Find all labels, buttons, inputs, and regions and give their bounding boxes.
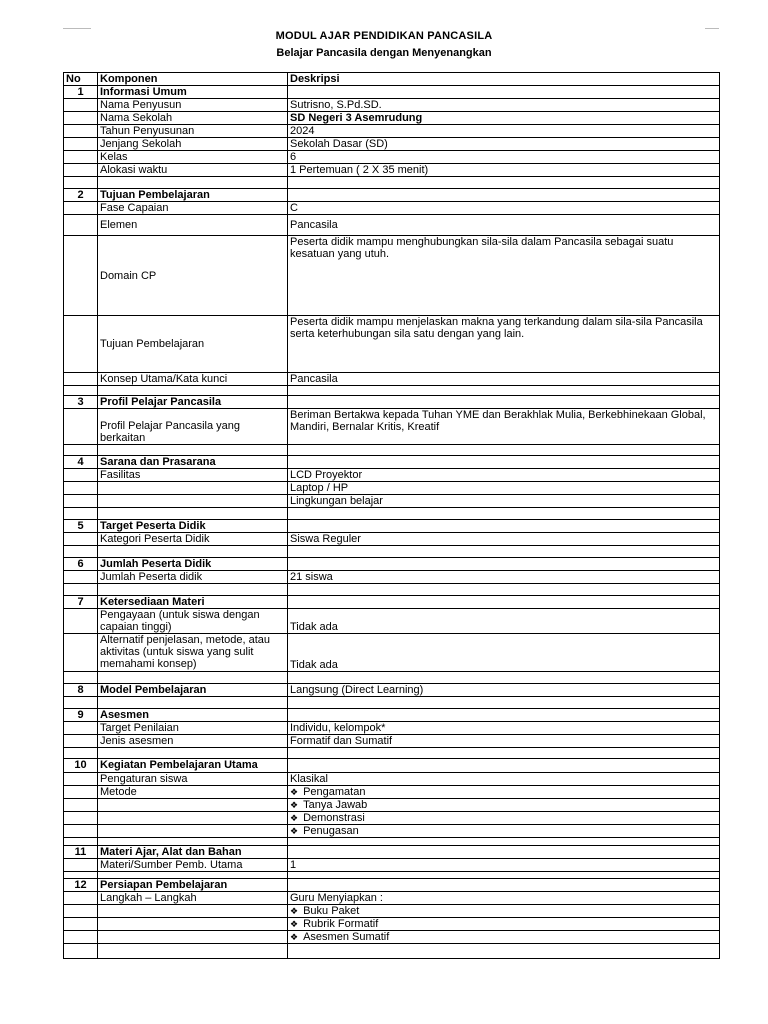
row-label: Fasilitas: [98, 469, 288, 482]
table-row: [64, 918, 720, 931]
empty-cell: [64, 99, 98, 112]
empty-cell: [64, 773, 98, 786]
row-value: Pancasila: [288, 215, 720, 236]
table-row: [64, 125, 720, 138]
row-label: Kategori Peserta Didik: [98, 533, 288, 546]
table-row: [64, 735, 720, 748]
spacer-row: [64, 872, 720, 879]
document-header: [0, 30, 768, 59]
table-row: [64, 164, 720, 177]
table-row: [64, 99, 720, 112]
section-title: Informasi Umum: [98, 86, 288, 99]
row-label: Tujuan Pembelajaran: [98, 316, 288, 373]
spacer-row: [64, 177, 720, 189]
row-value: Siswa Reguler: [288, 533, 720, 546]
document-subtitle: Belajar Pancasila dengan Menyenangkan: [276, 47, 492, 59]
section-title: Model Pembelajaran: [98, 684, 288, 697]
row-label: Jumlah Peserta didik: [98, 571, 288, 584]
table-row: [64, 482, 720, 495]
section-row: [64, 396, 720, 409]
section-number: 4: [64, 456, 98, 469]
list-item: ❖ Asesmen Sumatif: [288, 931, 720, 944]
spacer-row: [64, 445, 720, 456]
table-row: [64, 892, 720, 905]
section-number: 9: [64, 709, 98, 722]
empty-cell: [288, 456, 720, 469]
section-number: 3: [64, 396, 98, 409]
empty-cell: [64, 316, 98, 373]
table-row: [64, 373, 720, 386]
spacer-row: [64, 748, 720, 759]
row-value: 1: [288, 859, 720, 872]
section-title: Target Peserta Didik: [98, 520, 288, 533]
row-value: Lingkungan belajar: [288, 495, 720, 508]
empty-cell: [64, 571, 98, 584]
row-value: Beriman Bertakwa kepada Tuhan YME dan Berakhlak Mulia, Berkebhinekaan Global, Mandiri, Bernalar Kritis, Kreatif: [288, 409, 720, 445]
row-value: Tidak ada: [288, 609, 720, 634]
col-header-no: No: [64, 73, 98, 86]
section-row: [64, 86, 720, 99]
col-header-deskripsi: Deskripsi: [288, 73, 720, 86]
spacer-row: [64, 944, 720, 959]
row-value: LCD Proyektor: [288, 469, 720, 482]
row-label: Jenis asesmen: [98, 735, 288, 748]
spacer-row: [64, 838, 720, 846]
table-row: [64, 859, 720, 872]
section-number: 12: [64, 879, 98, 892]
empty-cell: [288, 86, 720, 99]
row-label: Target Penilaian: [98, 722, 288, 735]
table-row: [64, 533, 720, 546]
empty-cell: [64, 859, 98, 872]
table-row: [64, 215, 720, 236]
empty-cell: [288, 709, 720, 722]
empty-cell: [64, 138, 98, 151]
corner-mark-left: [63, 28, 91, 29]
table-row: [64, 722, 720, 735]
table-row: [64, 151, 720, 164]
row-value: Guru Menyiapkan :: [288, 892, 720, 905]
section-row: [64, 846, 720, 859]
row-value: 1 Pertemuan ( 2 X 35 menit): [288, 164, 720, 177]
section-number: 5: [64, 520, 98, 533]
section-row: [64, 558, 720, 571]
row-label: Pengaturan siswa: [98, 773, 288, 786]
empty-cell: [64, 125, 98, 138]
spacer-row: [64, 546, 720, 558]
section-number: 11: [64, 846, 98, 859]
row-value: Sutrisno, S.Pd.SD.: [288, 99, 720, 112]
section-title: Sarana dan Prasarana: [98, 456, 288, 469]
table-row: [64, 138, 720, 151]
empty-cell: [288, 879, 720, 892]
row-value: Formatif dan Sumatif: [288, 735, 720, 748]
empty-cell: [288, 846, 720, 859]
row-label: Tahun Penyusunan: [98, 125, 288, 138]
empty-cell: [98, 825, 288, 838]
empty-cell: [98, 495, 288, 508]
spacer-row: [64, 697, 720, 709]
row-label: Konsep Utama/Kata kunci: [98, 373, 288, 386]
row-label: Nama Sekolah: [98, 112, 288, 125]
empty-cell: [98, 931, 288, 944]
table-row: [64, 931, 720, 944]
empty-cell: [64, 786, 98, 799]
corner-mark-right: [705, 28, 719, 29]
empty-cell: [288, 759, 720, 773]
section-title: Kegiatan Pembelajaran Utama: [98, 759, 288, 773]
section-number: 10: [64, 759, 98, 773]
list-item: ❖ Demonstrasi: [288, 812, 720, 825]
table-row: [64, 799, 720, 812]
row-value: Peserta didik mampu menghubungkan sila-sila dalam Pancasila sebagai suatu kesatuan yang utuh.: [288, 236, 720, 316]
row-value: Langsung (Direct Learning): [288, 684, 720, 697]
empty-cell: [64, 799, 98, 812]
empty-cell: [64, 918, 98, 931]
section-title: Asesmen: [98, 709, 288, 722]
section-row: [64, 189, 720, 202]
row-value: 2024: [288, 125, 720, 138]
empty-cell: [64, 892, 98, 905]
section-number: 6: [64, 558, 98, 571]
spacer-row: [64, 386, 720, 396]
empty-cell: [64, 905, 98, 918]
empty-cell: [288, 520, 720, 533]
empty-cell: [288, 189, 720, 202]
section-title: Tujuan Pembelajaran: [98, 189, 288, 202]
section-title: Ketersediaan Materi: [98, 596, 288, 609]
table-row: [64, 316, 720, 373]
row-value: Laptop / HP: [288, 482, 720, 495]
row-value: C: [288, 202, 720, 215]
table-row: [64, 905, 720, 918]
empty-cell: [64, 409, 98, 445]
col-header-komponen: Komponen: [98, 73, 288, 86]
list-item: ❖ Rubrik Formatif: [288, 918, 720, 931]
table-row: [64, 469, 720, 482]
row-label: Nama Penyusun: [98, 99, 288, 112]
row-label: Kelas: [98, 151, 288, 164]
table-row: [64, 812, 720, 825]
section-number: 2: [64, 189, 98, 202]
empty-cell: [288, 558, 720, 571]
table-row: [64, 786, 720, 799]
row-label: Fase Capaian: [98, 202, 288, 215]
row-value: Individu, kelompok*: [288, 722, 720, 735]
section-row: [64, 684, 720, 697]
section-row: [64, 456, 720, 469]
empty-cell: [64, 609, 98, 634]
row-value: SD Negeri 3 Asemrudung: [288, 112, 720, 125]
row-value: Sekolah Dasar (SD): [288, 138, 720, 151]
section-row: [64, 759, 720, 773]
empty-cell: [288, 596, 720, 609]
empty-cell: [64, 812, 98, 825]
empty-cell: [64, 215, 98, 236]
empty-cell: [64, 373, 98, 386]
list-item: ❖ Penugasan: [288, 825, 720, 838]
section-title: Profil Pelajar Pancasila: [98, 396, 288, 409]
section-title: Jumlah Peserta Didik: [98, 558, 288, 571]
section-title: Persiapan Pembelajaran: [98, 879, 288, 892]
row-value: 6: [288, 151, 720, 164]
empty-cell: [98, 918, 288, 931]
table-header-row: [64, 73, 720, 86]
empty-cell: [64, 825, 98, 838]
row-label: Alternatif penjelasan, metode, atau aktivitas (untuk siswa yang sulit memahami konsep): [98, 634, 288, 672]
empty-cell: [64, 931, 98, 944]
section-row: [64, 520, 720, 533]
empty-cell: [64, 164, 98, 177]
empty-cell: [64, 495, 98, 508]
section-title: Materi Ajar, Alat dan Bahan: [98, 846, 288, 859]
empty-cell: [98, 799, 288, 812]
section-number: 8: [64, 684, 98, 697]
empty-cell: [64, 634, 98, 672]
row-label: Jenjang Sekolah: [98, 138, 288, 151]
table-row: [64, 609, 720, 634]
row-label: Langkah – Langkah: [98, 892, 288, 905]
table-row: [64, 112, 720, 125]
empty-cell: [98, 905, 288, 918]
empty-cell: [64, 482, 98, 495]
row-label: Metode: [98, 786, 288, 799]
empty-cell: [64, 722, 98, 735]
table-row: [64, 571, 720, 584]
row-label: Materi/Sumber Pemb. Utama: [98, 859, 288, 872]
section-number: 1: [64, 86, 98, 99]
row-label: Domain CP: [98, 236, 288, 316]
spacer-row: [64, 672, 720, 684]
section-row: [64, 879, 720, 892]
spacer-row: [64, 508, 720, 520]
row-label: Elemen: [98, 215, 288, 236]
row-label: Profil Pelajar Pancasila yang berkaitan: [98, 409, 288, 445]
empty-cell: [64, 236, 98, 316]
table-row: [64, 409, 720, 445]
list-item: ❖ Tanya Jawab: [288, 799, 720, 812]
document-title: MODUL AJAR PENDIDIKAN PANCASILA: [275, 30, 493, 42]
empty-cell: [64, 151, 98, 164]
table-row: [64, 495, 720, 508]
empty-cell: [64, 112, 98, 125]
section-number: 7: [64, 596, 98, 609]
section-row: [64, 596, 720, 609]
row-value: Peserta didik mampu menjelaskan makna yang terkandung dalam sila-sila Pancasila serta keterhubungan sila satu dengan yang lain.: [288, 316, 720, 373]
list-item: ❖ Buku Paket: [288, 905, 720, 918]
table-row: [64, 773, 720, 786]
row-value: Klasikal: [288, 773, 720, 786]
row-value: Tidak ada: [288, 634, 720, 672]
table-row: [64, 202, 720, 215]
empty-cell: [288, 396, 720, 409]
empty-cell: [64, 533, 98, 546]
spacer-row: [64, 584, 720, 596]
table-row: [64, 634, 720, 672]
row-value: Pancasila: [288, 373, 720, 386]
empty-cell: [98, 812, 288, 825]
empty-cell: [64, 469, 98, 482]
table-row: [64, 825, 720, 838]
empty-cell: [64, 202, 98, 215]
row-label: Alokasi waktu: [98, 164, 288, 177]
empty-cell: [98, 482, 288, 495]
modul-table: [63, 72, 720, 959]
section-row: [64, 709, 720, 722]
empty-cell: [64, 735, 98, 748]
row-label: Pengayaan (untuk siswa dengan capaian tinggi): [98, 609, 288, 634]
table-row: [64, 236, 720, 316]
list-item: ❖ Pengamatan: [288, 786, 720, 799]
row-value: 21 siswa: [288, 571, 720, 584]
